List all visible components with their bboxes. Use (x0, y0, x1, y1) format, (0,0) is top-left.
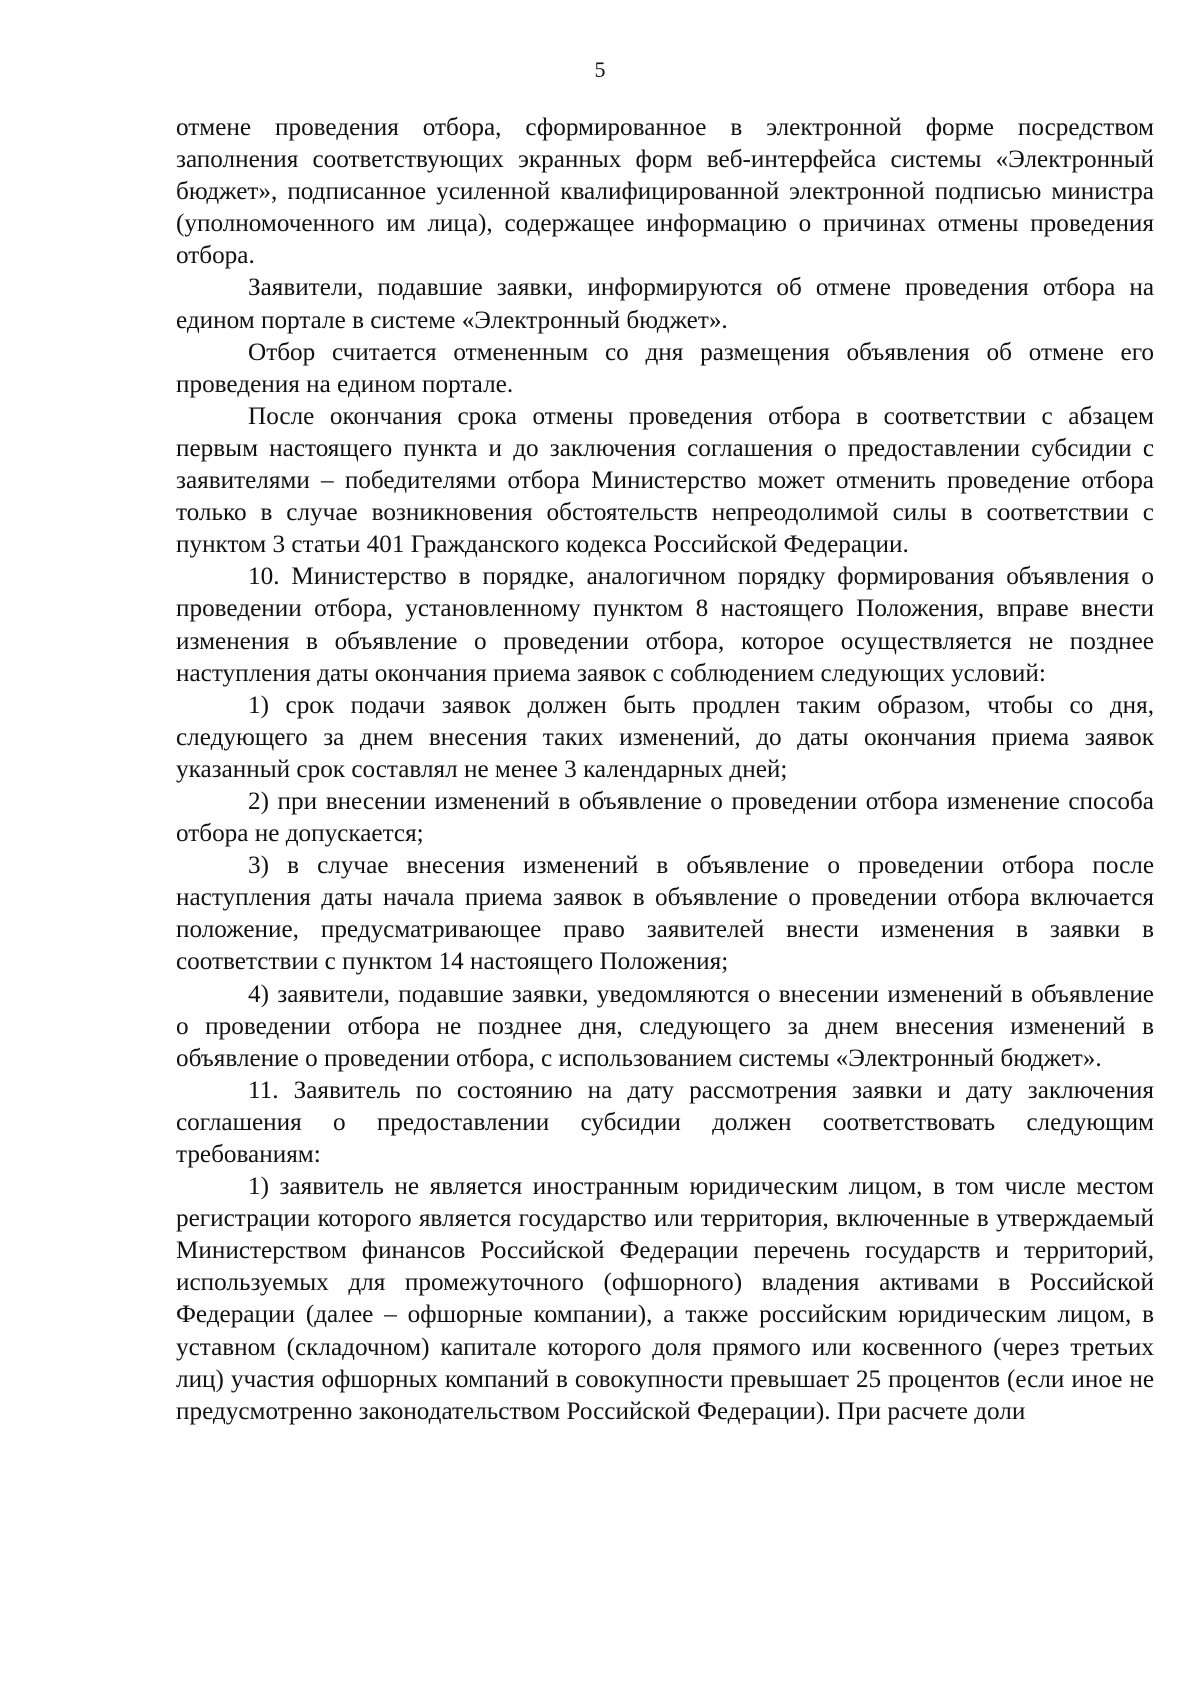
paragraph: 10. Министерство в порядке, аналогичном порядку формирования объявления о проведении отбора, установленному пунктом 8 настоящего Положения, вправе внести изменения в объявление о проведении отбора, которое осуществляется не позднее наступления даты окончания приема заявок с соблюдением следующих условий: (176, 563, 1154, 687)
page-number: 5 (594, 57, 606, 82)
paragraph: После окончания срока отмены проведения отбора в соответствии с абзацем первым настоящего пункта и до заключения соглашения о предоставлении субсидии с заявителями – победителями отбора Министерство может отменить проведение отбора только в случае возникновения обстоятельств непреодолимой силы в соответствии с пунктом 3 статьи 401 Гражданского кодекса Российской Федерации. (176, 402, 1154, 559)
paragraph: 3) в случае внесения изменений в объявление о проведении отбора после наступления даты начала приема заявок в объявление о проведении отбора включается положение, предусматривающее право заявителей внести изменения в заявки в соответствии с пунктом 14 настоящего Положения; (176, 852, 1154, 976)
paragraph: Отбор считается отмененным со дня размещения объявления об отмене его проведения на едином портале. (176, 338, 1154, 398)
document-body (176, 112, 1154, 1428)
paragraph: 11. Заявитель по состоянию на дату рассмотрения заявки и дату заключения соглашения о предоставлении субсидии должен соответствовать следующим требованиям: (176, 1076, 1154, 1168)
paragraph: 1) срок подачи заявок должен быть продлен таким образом, чтобы со дня, следующего за днем внесения таких изменений, до даты окончания приема заявок указанный срок составлял не менее 3 календарных дней; (176, 691, 1154, 783)
paragraph: отмене проведения отбора, сформированное в электронной форме посредством заполнения соответствующих экранных форм веб-интерфейса системы «Электронный бюджет», подписанное усиленной квалифицированной электронной подписью министра (уполномоченного им лица), содержащее информацию о причинах отмены проведения отбора. (176, 114, 1154, 270)
paragraph: Заявители, подавшие заявки, информируются об отмене проведения отбора на едином портале в системе «Электронный бюджет». (176, 274, 1154, 334)
paragraph: 4) заявители, подавшие заявки, уведомляются о внесении изменений в объявление о проведении отбора не позднее дня, следующего за днем внесения изменений в объявление о проведении отбора, с использованием системы «Электронный бюджет». (176, 980, 1154, 1072)
paragraph: 1) заявитель не является иностранным юридическим лицом, в том числе местом регистрации которого является государство или территория, включенные в утверждаемый Министерством финансов Российской Федерации перечень государств и территорий, используемых для промежуточного (офшорного) владения активами в Российской Федерации (далее – офшорные компании), а также российским юридическим лицом, в уставном (складочном) капитале которого доля прямого или косвенного (через третьих лиц) участия офшорных компаний в совокупности превышает 25 процентов (если иное не предусмотренно законодательством Российской Федерации). При расчете доли (176, 1173, 1154, 1425)
paragraph: 2) при внесении изменений в объявление о проведении отбора изменение способа отбора не допускается; (176, 787, 1154, 848)
